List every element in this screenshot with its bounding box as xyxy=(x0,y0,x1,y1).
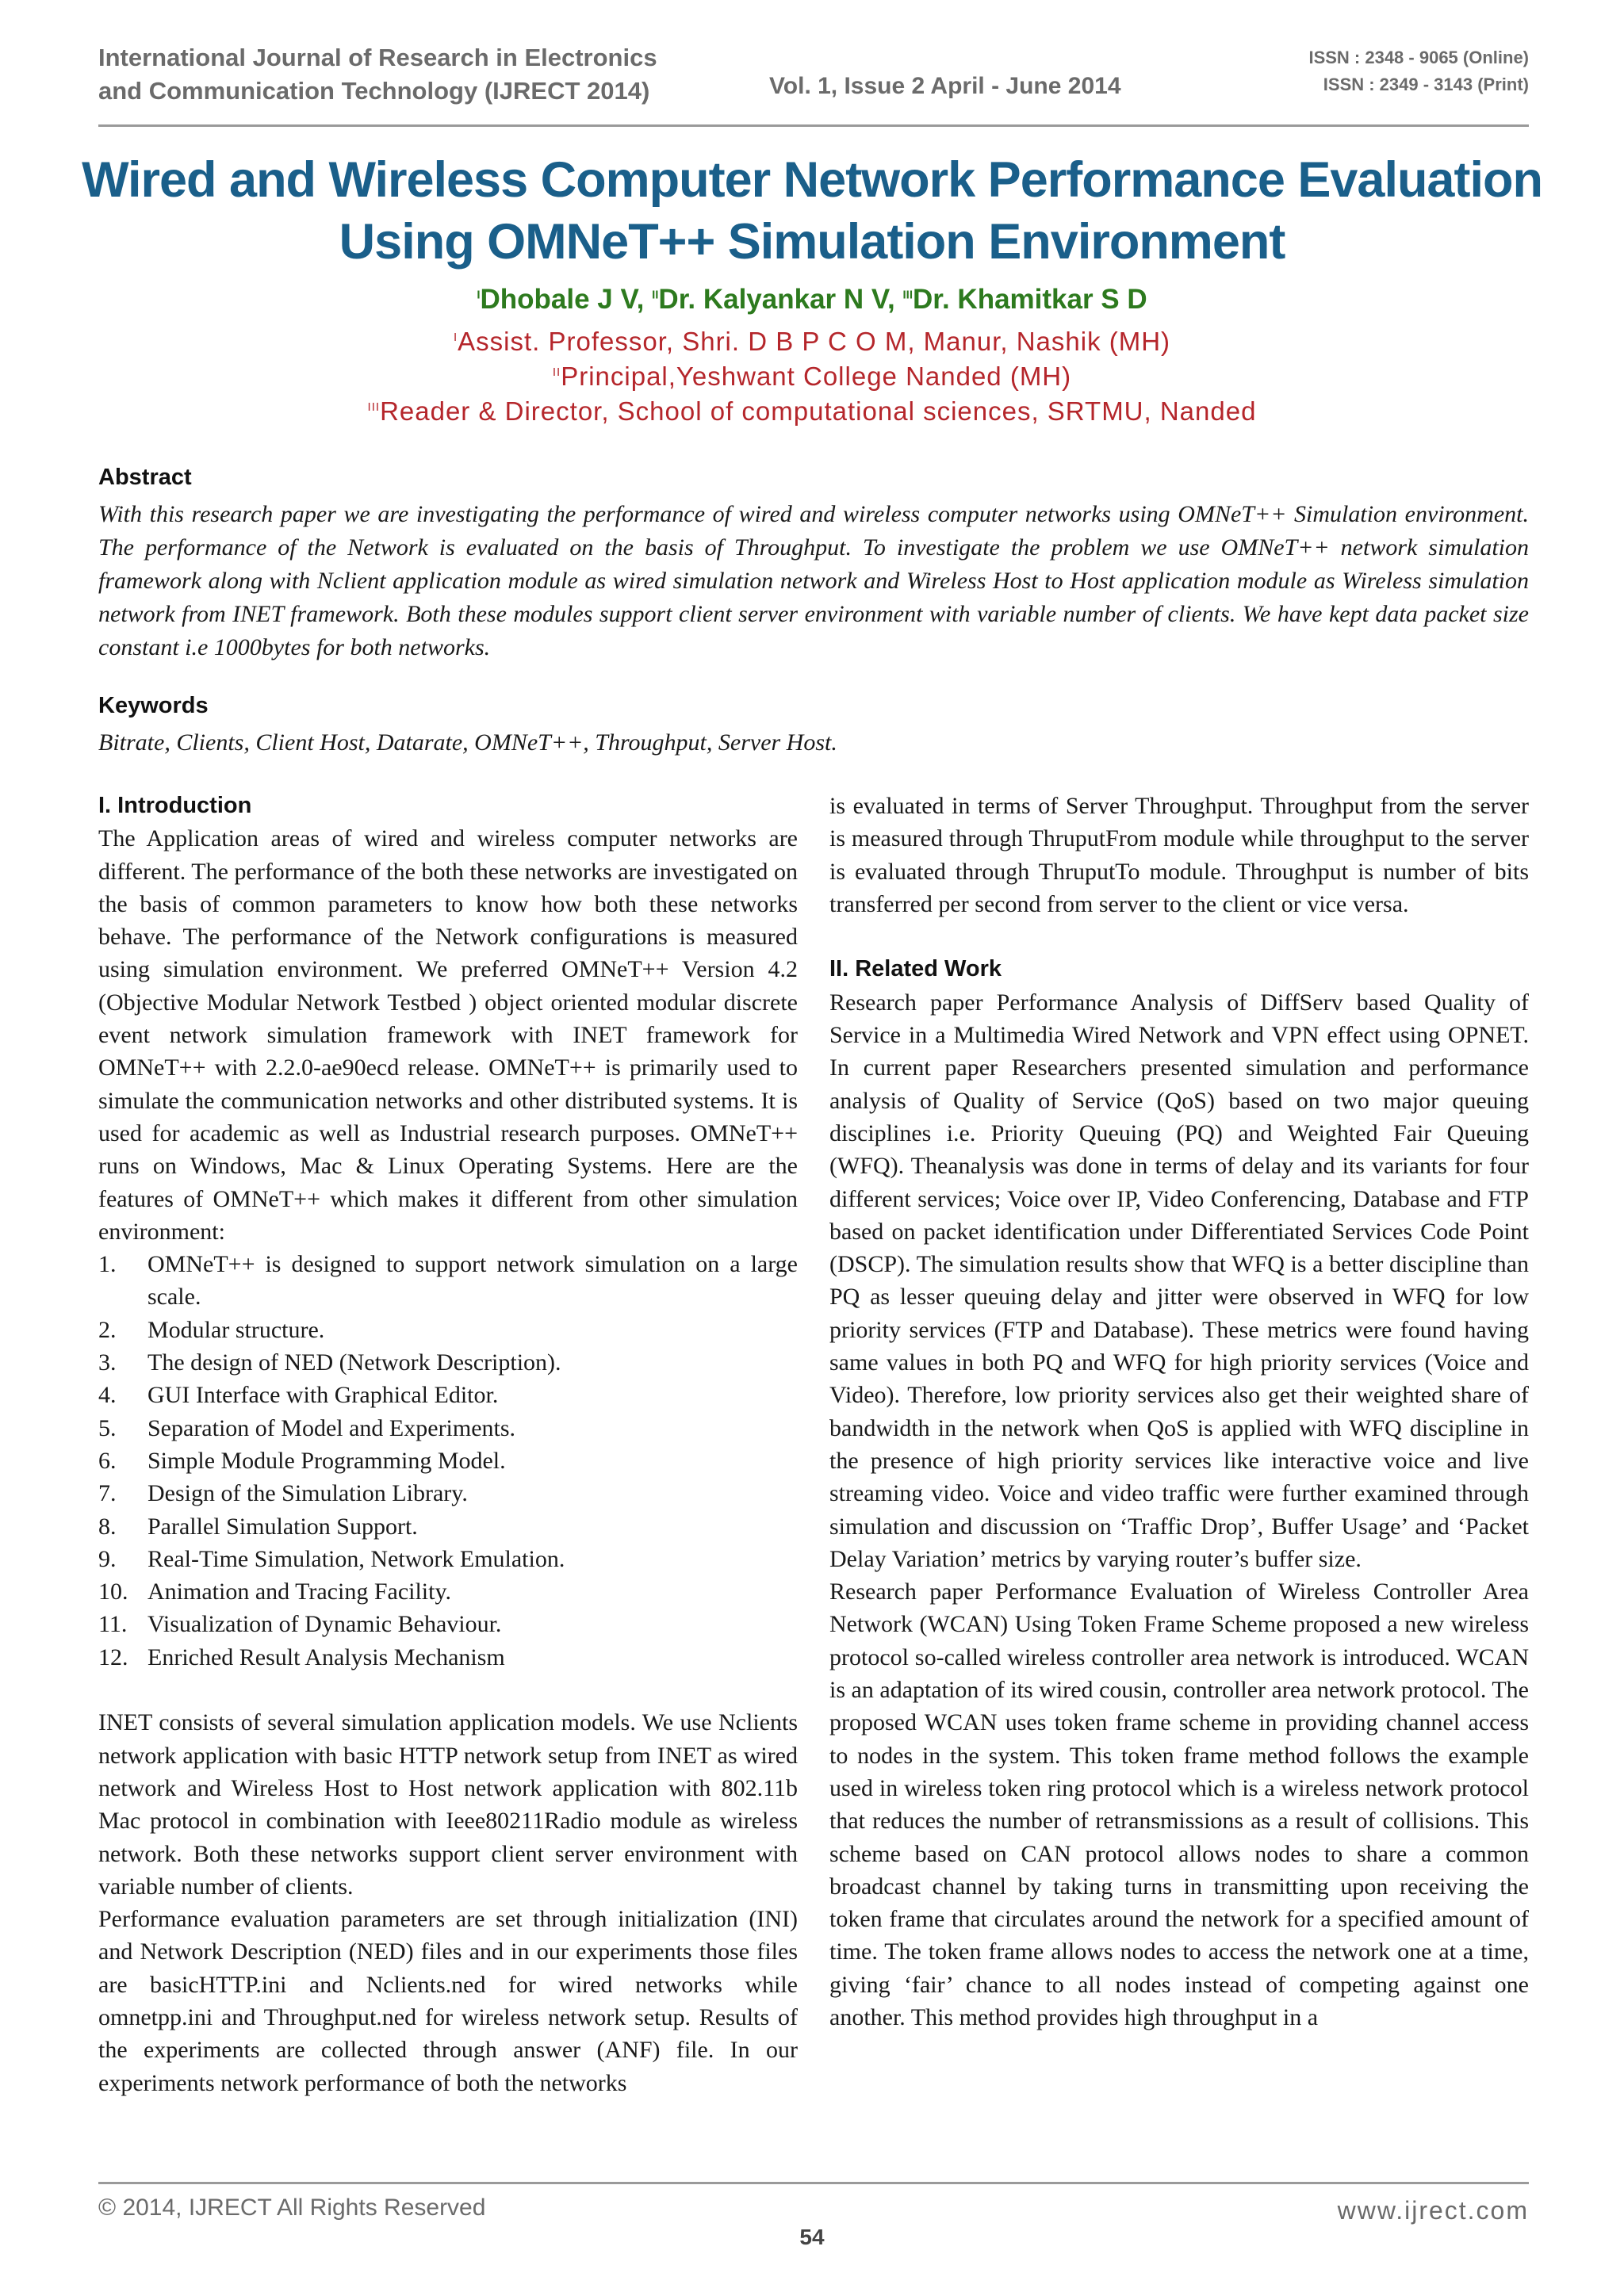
list-item-text: Real-Time Simulation, Network Emulation. xyxy=(147,1545,565,1572)
author-list xyxy=(0,284,1624,316)
list-item-number: 3. xyxy=(98,1349,117,1376)
list-item xyxy=(98,1477,798,1510)
feature-list xyxy=(98,1248,798,1674)
introduction-paragraph-1: The Application areas of wired and wireless computer networks are different. The performance of the both these networks are investigated on the basis of common parameters to know how both these networks behave. The performance of the Network configurations is measured using simulation environment. We preferred OMNeT++ Version 4.2 (Objective Modular Network Testbed ) object oriented modular discrete event network simulation framework with INET framework for OMNeT++ with 2.2.0-ae90ecd release. OMNeT++ is primarily used to simulate the communication networks and other distributed systems. It is used for academic as well as Industrial research purposes. OMNeT++ runs on Windows, Mac & Linux Operating Systems. Here are the features of OMNeT++ which makes it different from other simulation environment: xyxy=(98,825,798,1245)
list-item-number: 1. xyxy=(98,1251,117,1278)
abstract-text: With this research paper we are investigating the performance of wired and wireless computer networks using OMNeT++ Simulation environment. The performance of the Network is evaluated on the basis of Throughput. To investigate the problem we use OMNeT++ network simulation framework along with Nclient application module as wired simulation network and Wireless Host to Host application module as Wireless simulation network from INET framework. Both these modules support client server environment with variable number of clients. We have kept data packet size constant i.e 1000bytes for both networks. xyxy=(98,501,1529,660)
author-1: Dhobale J V, xyxy=(480,284,645,315)
list-item-number: 10. xyxy=(98,1578,128,1605)
journal-name-line1: International Journal of Research in Electronics xyxy=(98,44,657,71)
affiliation-mark-3: III xyxy=(367,400,381,414)
list-item xyxy=(98,1412,798,1445)
list-item xyxy=(98,1248,798,1314)
related-work-heading: II. Related Work xyxy=(829,956,1002,982)
list-item-text: Separation of Model and Experiments. xyxy=(147,1414,516,1441)
abstract-heading: Abstract xyxy=(98,465,192,490)
issn-block xyxy=(1308,44,1529,98)
introduction-heading: I. Introduction xyxy=(98,793,252,818)
list-item xyxy=(98,1641,798,1674)
list-item-number: 9. xyxy=(98,1545,117,1572)
list-item xyxy=(98,1608,798,1640)
paper-title-line2: Using OMNeT++ Simulation Environment xyxy=(339,214,1285,270)
journal-name xyxy=(98,41,657,108)
affiliation-2 xyxy=(0,362,1624,392)
author-mark-1: I xyxy=(477,288,481,302)
affiliation-1 xyxy=(0,327,1624,357)
affiliation-text-1: Assist. Professor, Shri. D B P C O M, Manur, Nashik (MH) xyxy=(458,327,1171,356)
list-item-number: 5. xyxy=(98,1414,117,1441)
affiliation-3 xyxy=(0,396,1624,427)
author-3: Dr. Khamitkar S D xyxy=(913,284,1147,315)
copyright-notice: © 2014, IJRECT All Rights Reserved xyxy=(98,2195,486,2221)
list-item xyxy=(98,1510,798,1543)
list-item-text: Design of the Simulation Library. xyxy=(147,1480,468,1507)
list-item-text: GUI Interface with Graphical Editor. xyxy=(147,1382,499,1409)
author-mark-3: III xyxy=(902,288,913,302)
header-divider xyxy=(98,124,1529,127)
page-number: 54 xyxy=(799,2225,825,2249)
journal-name-line2: and Communication Technology (IJRECT 2014) xyxy=(98,77,650,105)
related-work-paragraph-1: Research paper Performance Analysis of DiffServ based Quality of Service in a Multimedia Wired Network and VPN effect using OPNET. In current paper Researchers presented simulation and performance analysis of Quality of Service (QoS) based on two major queuing disciplines i.e. Priority Queuing (PQ) and Weighted Fair Queuing (WFQ). Theanalysis was done in terms of delay and its variants for four different services; Voice over IP, Video Conferencing, Database and FTP based on packet identification under Differentiated Services Code Point (DSCP). The simulation results show that WFQ is a better discipline than PQ as lesser queuing delay and jitter were observed in WFQ for low priority services (FTP and Database). These metrics were found having same values in both PQ and WFQ for high priority services (Voice and Video). Therefore, low priority services also get their weighted share of bandwidth in the network when QoS is applied with WFQ discipline in the presence of high priority services like interactive voice and live streaming video. Voice and video traffic were further examined through simulation and discussion on ‘Traffic Drop’, Buffer Usage’ and ‘Packet Delay Variation’ metrics by varying router’s buffer size. xyxy=(829,989,1529,1572)
journal-website: www.ijrect.com xyxy=(1337,2196,1529,2225)
footer-divider xyxy=(98,2182,1529,2184)
list-item-text: The design of NED (Network Description). xyxy=(147,1349,561,1376)
related-work-paragraph-2: Research paper Performance Evaluation of Wireless Controller Area Network (WCAN) Using Token Frame Scheme proposed a new wireless protocol so-called wireless controller area network is introduced. WCAN is an adaptation of its wired cousin, controller area network protocol. The proposed WCAN uses token frame scheme in providing channel access to nodes in the system. This token frame method follows the example used in wireless token ring protocol which is a wireless network protocol that reduces the number of retransmissions as a result of collisions. This scheme based on CAN protocol allows nodes to share a common broadcast channel by taking turns in transmitting upon receiving the token frame that circulates around the network for a specified amount of time. The token frame allows nodes to access the network one at a time, giving ‘fair’ chance to all nodes instead of competing against one another. This method provides high throughput in a xyxy=(829,1578,1529,2030)
affiliation-mark-2: II xyxy=(552,365,561,379)
list-item xyxy=(98,1314,798,1346)
affiliation-text-3: Reader & Director, School of computational sciences, SRTMU, Nanded xyxy=(380,396,1257,426)
issn-online: ISSN : 2348 - 9065 (Online) xyxy=(1308,48,1529,67)
list-item-text: Modular structure. xyxy=(147,1316,325,1343)
paper-title xyxy=(0,149,1624,273)
list-item-text: Parallel Simulation Support. xyxy=(147,1513,418,1540)
list-item xyxy=(98,1575,798,1608)
keywords-text: Bitrate, Clients, Client Host, Datarate, OMNeT++, Throughput, Server Host. xyxy=(98,729,837,756)
list-item-text: Simple Module Programming Model. xyxy=(147,1447,506,1474)
left-column xyxy=(98,790,798,2099)
list-item-number: 11. xyxy=(98,1611,128,1638)
volume-issue: Vol. 1, Issue 2 April - June 2014 xyxy=(769,73,1121,99)
paragraph-gap xyxy=(98,1674,798,1706)
affiliation-text-2: Principal,Yeshwant College Nanded (MH) xyxy=(561,362,1072,391)
list-item xyxy=(98,1445,798,1477)
list-item-text: OMNeT++ is designed to support network simulation on a large scale. xyxy=(147,1251,798,1311)
list-item-number: 2. xyxy=(98,1316,117,1343)
right-column xyxy=(829,790,1529,2034)
list-item-number: 6. xyxy=(98,1447,117,1474)
introduction-paragraph-2: INET consists of several simulation application models. We use Nclients network application with basic HTTP network setup from INET as wired network and Wireless Host to Host network application with 802.11b Mac protocol in combination with Ieee80211Radio module as wireless network. Both these networks support client server environment with variable number of clients. xyxy=(98,1709,798,1900)
keywords-heading: Keywords xyxy=(98,693,209,718)
paper-title-line1: Wired and Wireless Computer Network Performance Evaluation xyxy=(82,152,1542,208)
list-item-text: Enriched Result Analysis Mechanism xyxy=(147,1644,505,1670)
author-mark-2: II xyxy=(652,288,659,302)
list-item-text: Animation and Tracing Facility. xyxy=(147,1578,452,1605)
list-item xyxy=(98,1346,798,1379)
list-item-number: 8. xyxy=(98,1513,117,1540)
list-item xyxy=(98,1543,798,1575)
list-item-number: 12. xyxy=(98,1644,128,1670)
author-2: Dr. Kalyankar N V, xyxy=(658,284,895,315)
affiliation-mark-1: I xyxy=(453,331,458,344)
issn-print: ISSN : 2349 - 3143 (Print) xyxy=(1323,75,1529,94)
list-item xyxy=(98,1379,798,1411)
list-item-text: Visualization of Dynamic Behaviour. xyxy=(147,1611,502,1638)
list-item-number: 4. xyxy=(98,1382,117,1409)
list-item-number: 7. xyxy=(98,1480,117,1507)
introduction-paragraph-4: is evaluated in terms of Server Throughput. Throughput from the server is measured through ThruputFrom module while throughput to the server is evaluated through ThruputTo module. Throughput is number of bits transferred per second from server to the client or vice versa. xyxy=(829,793,1529,917)
introduction-paragraph-3: Performance evaluation parameters are set through initialization (INI) and Network Description (NED) files and in our experiments those files are basicHTTP.ini and Nclients.ned for wired networks while omnetpp.ini and Throughput.ned for wireless network setup. Results of the experiments are collected through answer (ANF) file. In our experiments network performance of both the networks xyxy=(98,1906,798,2096)
paragraph-gap xyxy=(829,920,1529,953)
